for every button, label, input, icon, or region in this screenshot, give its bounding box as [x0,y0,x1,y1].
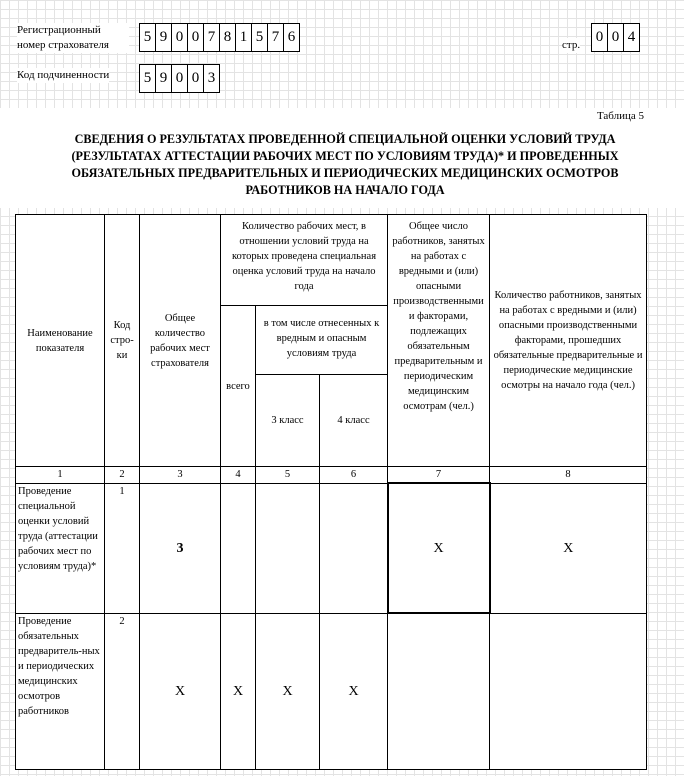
report-table [15,214,647,770]
sub-code-label: Код подчиненности [17,69,110,81]
col-header-code: Код стро-ки [105,215,140,467]
col-header-class4: 4 класс [320,375,388,467]
table-row [16,613,647,769]
col-header-workers: Общее число работников, занятых на работах с вредными и (или) опасными производственными и факторами, подлежащих обязательным предварительным и периодическим медицинским осмотрам (чел.) [388,215,490,467]
title-line: ОБЯЗАТЕЛЬНЫХ ПРЕДВАРИТЕЛЬНЫХ И ПЕРИОДИЧЕСКИХ МЕДИЦИНСКИХ ОСМОТРОВ [71,166,619,180]
page-digit[interactable]: 4 [623,23,640,52]
title-line: СВЕДЕНИЯ О РЕЗУЛЬТАТАХ ПРОВЕДЕННОЙ СПЕЦИАЛЬНОЙ ОЦЕНКИ УСЛОВИЙ ТРУДА [74,132,616,146]
table-label: Таблица 5 [596,110,644,122]
col-header-class3: 3 класс [256,375,320,467]
sub-digit[interactable]: 3 [203,64,220,93]
col-header-all: всего [221,306,256,467]
cell-total-places[interactable]: 3 [140,483,221,613]
cell-class4[interactable]: X [320,613,388,769]
row-name: Проведение обязательных предваритель-ных и периодических медицинских осмотров работников [16,613,105,769]
row-name: Проведение специальной оценки условий труда (аттестации рабочих мест по условиям труда)* [16,483,105,613]
reg-digit[interactable]: 5 [251,23,268,52]
column-number: 5 [256,467,320,484]
cell-total-places[interactable]: X [140,613,221,769]
reg-digit[interactable]: 6 [283,23,300,52]
table-row [16,483,647,613]
row-code: 1 [105,483,140,613]
column-number: 2 [105,467,140,484]
sub-digit[interactable]: 9 [155,64,172,93]
col-header-examined: Количество работников, занятых на работах с вредными и (или) опасными производственными факторами, прошедших обязательные предварительные и периодические медицинские осмотры на начало года (чел.) [490,215,647,467]
col-header-group: Количество рабочих мест, в отношении условий труда на которых проведена специальная оценка условий труда на начало года [221,215,388,306]
column-number: 8 [490,467,647,484]
column-number: 4 [221,467,256,484]
cell-all[interactable]: X [221,613,256,769]
cell-class3[interactable] [256,483,320,613]
reg-number-label: Регистрационный номер страхователя [17,23,129,53]
title-line: (РЕЗУЛЬТАТАХ АТТЕСТАЦИИ РАБОЧИХ МЕСТ ПО УСЛОВИЯМ ТРУДА)* И ПРОВЕДЕННЫХ [71,149,619,163]
reg-digit[interactable]: 9 [155,23,172,52]
reg-digit[interactable]: 5 [139,23,156,52]
cell-workers[interactable] [388,613,490,769]
page-label: стр. [562,39,581,51]
row-code: 2 [105,613,140,769]
cell-all[interactable] [221,483,256,613]
cell-workers[interactable]: X [388,483,490,613]
page-digit[interactable]: 0 [607,23,624,52]
column-number: 6 [320,467,388,484]
reg-digit[interactable]: 7 [203,23,220,52]
column-number: 1 [16,467,105,484]
reg-digit[interactable]: 0 [171,23,188,52]
col-header-name: Наименование показателя [16,215,105,467]
col-header-total-places: Общее количество рабочих мест страхователя [140,215,221,467]
column-number: 3 [140,467,221,484]
form-title [15,131,675,199]
column-number: 7 [388,467,490,484]
reg-digit[interactable]: 1 [235,23,252,52]
cell-examined[interactable]: X [490,483,647,613]
cell-examined[interactable] [490,613,647,769]
page-digit[interactable]: 0 [591,23,608,52]
reg-digit[interactable]: 7 [267,23,284,52]
reg-digit[interactable]: 0 [187,23,204,52]
title-line: РАБОТНИКОВ НА НАЧАЛО ГОДА [245,183,445,197]
reg-number-boxes [139,23,300,52]
sub-digit[interactable]: 0 [187,64,204,93]
cell-class4[interactable] [320,483,388,613]
sub-digit[interactable]: 5 [139,64,156,93]
reg-digit[interactable]: 8 [219,23,236,52]
page-number-boxes [591,23,640,52]
sub-code-boxes [139,64,220,93]
cell-class3[interactable]: X [256,613,320,769]
col-header-subgroup: в том числе отнесенных к вредным и опасным условиям труда [256,306,388,375]
sub-digit[interactable]: 0 [171,64,188,93]
